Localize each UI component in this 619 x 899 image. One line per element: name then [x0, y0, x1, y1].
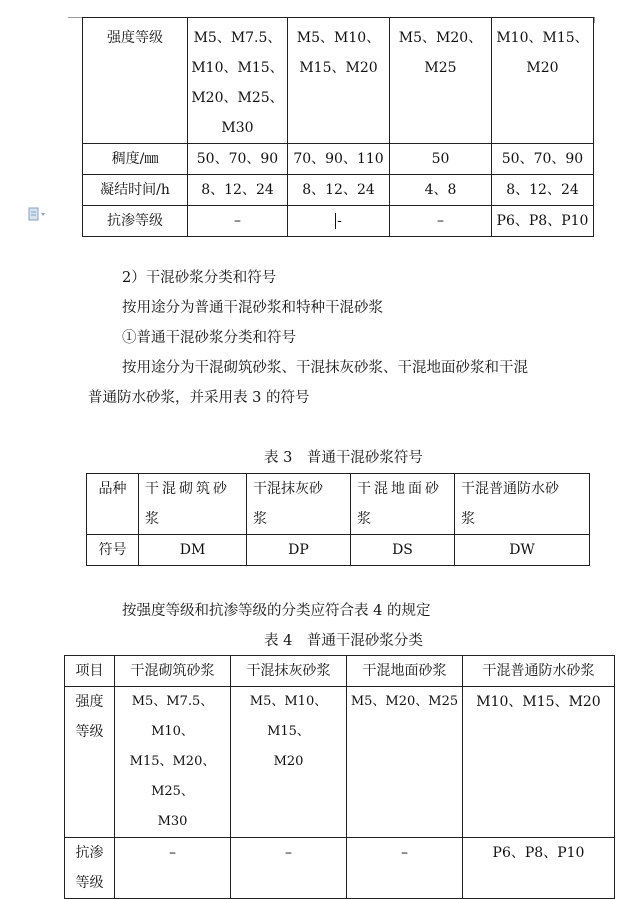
table-cell: M10、M15、M20 — [463, 687, 615, 838]
table-cell: M5、M20、M25 — [390, 18, 492, 144]
header-cell: 项目 — [65, 656, 115, 687]
row-label — [65, 687, 115, 838]
table-row — [83, 175, 594, 206]
table-row — [83, 18, 594, 144]
table-row — [83, 144, 594, 175]
row-label — [65, 838, 115, 899]
table-caption: 表 3 普通干混砂浆符号 — [264, 450, 423, 466]
table-cell: M5、M20、M25 — [347, 687, 463, 838]
table-cell: DW — [455, 535, 590, 566]
table-cell: DS — [351, 535, 455, 566]
cell-line: 干混地面砂 — [357, 481, 442, 497]
header-cell: 干混砌筑砂浆 — [115, 656, 231, 687]
table-cell: 50、70、90 — [492, 144, 594, 175]
table-cell: P6、P8、P10 — [492, 206, 594, 237]
cell-line: M5、M10、M15、 — [249, 694, 328, 739]
row-label: 抗渗等级 — [83, 206, 188, 237]
header-cell: 干混地面砂浆 — [347, 656, 463, 687]
cell-line: M20 — [526, 60, 559, 76]
row-label: 稠度/㎜ — [83, 144, 188, 175]
cell-line: M5、M7.5、 — [193, 30, 282, 46]
header-cell — [455, 474, 590, 535]
cell-line: 等级 — [75, 724, 104, 740]
paragraph: 普通防水砂浆，并采用表 3 的符号 — [88, 390, 310, 406]
table-cell: 70、90、110 — [288, 144, 390, 175]
table-cell — [231, 687, 347, 838]
row-label: 凝结时间/h — [83, 175, 188, 206]
cell-line: 浆 — [145, 511, 159, 527]
cell-line: M5、M10、 — [296, 30, 381, 46]
table-cell: 50、70、90 — [188, 144, 288, 175]
cell-line: M30 — [157, 814, 188, 829]
table-cell: 4、8 — [390, 175, 492, 206]
table-row — [65, 838, 615, 899]
table-caption: 表 4 普通干混砂浆分类 — [264, 633, 423, 649]
paragraph: 按用途分为普通干混砂浆和特种干混砂浆 — [122, 300, 383, 316]
cell-line: M30 — [221, 120, 254, 136]
table-cell: 8、12、24 — [288, 175, 390, 206]
cell-line: 干混普通防水砂 — [461, 481, 559, 497]
cell-line: 浆 — [253, 511, 267, 527]
cell-line: M5、M7.5、M10、 — [131, 694, 214, 739]
table-cell: – — [390, 206, 492, 237]
text-cursor — [335, 213, 336, 229]
cell-line: M10、M15、 — [496, 30, 589, 46]
paragraph-heading: 2）干混砂浆分类和符号 — [122, 270, 277, 286]
table-row — [65, 687, 615, 838]
header-cell — [351, 474, 455, 535]
header-cell: 干混普通防水砂浆 — [463, 656, 615, 687]
cell-line: 等级 — [75, 875, 104, 891]
table-cell: DP — [247, 535, 351, 566]
table-cell: 50 — [390, 144, 492, 175]
table-cell: – — [188, 206, 288, 237]
table-cell — [115, 687, 231, 838]
table-cell: 8、12、24 — [492, 175, 594, 206]
table-cell: – — [231, 838, 347, 899]
table-cell: – — [115, 838, 231, 899]
cell-line: M10、M15、 — [191, 60, 284, 76]
table-cell: 8、12、24 — [188, 175, 288, 206]
document-icon[interactable] — [28, 207, 48, 221]
table-cell — [288, 18, 390, 144]
table-cell-editable[interactable] — [288, 206, 390, 237]
table-3 — [86, 473, 590, 566]
paragraph: 按用途分为干混砌筑砂浆、干混抹灰砂浆、干混地面砂浆和干混 — [122, 360, 528, 376]
page-corner-mark — [68, 17, 82, 18]
paragraph: 按强度等级和抗渗等级的分类应符合表 4 的规定 — [122, 603, 431, 619]
cell-line: 强度 — [75, 694, 104, 710]
paragraph-heading: ①普通干混砂浆分类和符号 — [122, 330, 296, 346]
table-cell: P6、P8、P10 — [463, 838, 615, 899]
table-4 — [64, 655, 615, 899]
table-row — [83, 206, 594, 237]
table-row — [87, 474, 590, 535]
cell-line: M15、M20 — [299, 60, 378, 76]
cell-line: 浆 — [357, 511, 371, 527]
cell-line: 抗渗 — [75, 845, 104, 861]
header-cell: 品种 — [87, 474, 139, 535]
table-cell — [492, 18, 594, 144]
table-row — [65, 656, 615, 687]
mortar-grade-table — [82, 17, 594, 237]
row-label: 符号 — [87, 535, 139, 566]
table-cell: DM — [139, 535, 247, 566]
page-corner-mark — [594, 17, 595, 23]
row-label: 强度等级 — [83, 18, 188, 144]
cell-line: M15、M20、M25、 — [129, 754, 216, 799]
cell-text: - — [337, 213, 342, 229]
cell-line: 浆 — [461, 511, 475, 527]
table-row — [87, 535, 590, 566]
cell-line: 干混抹灰砂 — [253, 481, 323, 497]
header-cell: 干混抹灰砂浆 — [231, 656, 347, 687]
table-cell — [188, 18, 288, 144]
cell-line: 干混砌筑砂 — [145, 481, 230, 497]
table-cell: – — [347, 838, 463, 899]
header-cell — [139, 474, 247, 535]
cell-line: M20 — [273, 754, 304, 769]
cell-line: M20、M25、 — [191, 90, 284, 106]
header-cell — [247, 474, 351, 535]
